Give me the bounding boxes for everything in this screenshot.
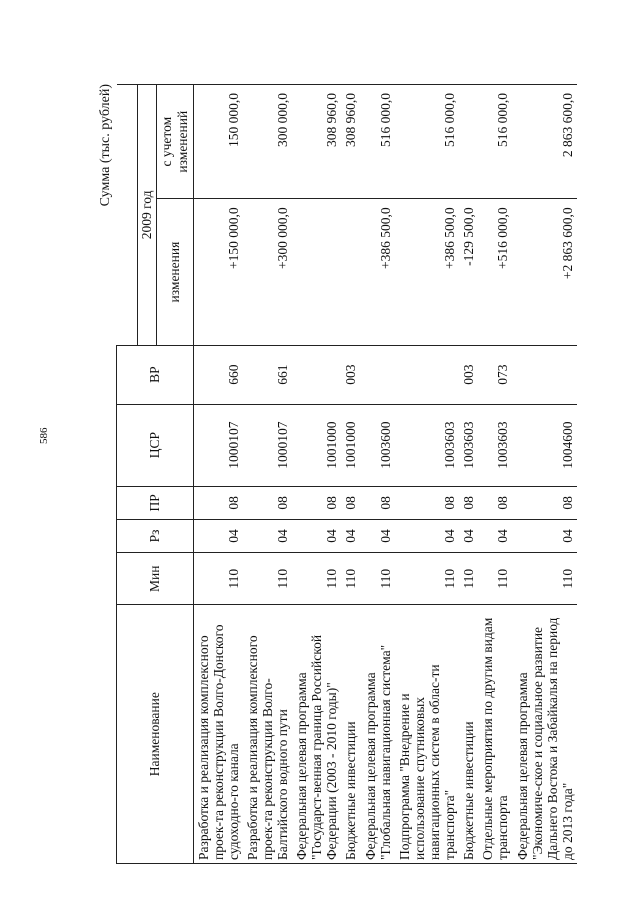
row-vr: 661 — [243, 345, 292, 404]
row-csr: 1001000 — [292, 404, 341, 486]
row-total: 308 960,0 — [341, 85, 360, 199]
header-csr: ЦСР — [117, 404, 194, 486]
row-csr: 1001000 — [341, 404, 360, 486]
row-vr: 003 — [341, 345, 360, 404]
row-csr: 1000107 — [243, 404, 292, 486]
row-total: 516 000,0 — [478, 85, 512, 199]
row-min: 110 — [193, 553, 243, 605]
row-vr: 003 — [459, 345, 478, 404]
row-min: 110 — [341, 553, 360, 605]
table-row — [341, 85, 360, 864]
row-change: -129 500,0 — [459, 199, 478, 345]
row-pr: 08 — [292, 486, 341, 519]
row-change: +386 500,0 — [395, 199, 459, 345]
budget-table — [116, 84, 577, 864]
row-csr: 1000107 — [193, 404, 243, 486]
row-change: +300 000,0 — [243, 199, 292, 345]
row-total: 308 960,0 — [292, 85, 341, 199]
header-name: Наименование — [117, 605, 194, 864]
table-row — [361, 85, 395, 864]
row-change — [292, 199, 341, 345]
row-vr — [361, 345, 395, 404]
row-pr: 08 — [513, 486, 577, 519]
row-name: Бюджетные инвестиции — [459, 605, 478, 864]
row-vr: 073 — [478, 345, 512, 404]
row-name: Отдельные мероприятия по другим видам транспорта — [478, 605, 512, 864]
row-vr — [395, 345, 459, 404]
row-change: +2 863 600,0 — [513, 199, 577, 345]
row-pr: 08 — [395, 486, 459, 519]
table-row — [478, 85, 512, 864]
row-csr: 1003603 — [459, 404, 478, 486]
row-csr: 1003600 — [361, 404, 395, 486]
table-row — [513, 85, 577, 864]
row-pr: 08 — [478, 486, 512, 519]
row-pr: 08 — [243, 486, 292, 519]
row-pr: 08 — [341, 486, 360, 519]
header-changes: изменения — [156, 199, 193, 345]
table-row — [292, 85, 341, 864]
row-rz: 04 — [243, 519, 292, 552]
row-min: 110 — [243, 553, 292, 605]
row-name: Бюджетные инвестиции — [341, 605, 360, 864]
row-vr — [292, 345, 341, 404]
row-vr: 660 — [193, 345, 243, 404]
row-min: 110 — [478, 553, 512, 605]
row-min: 110 — [459, 553, 478, 605]
table-row — [459, 85, 478, 864]
header-pr: ПР — [117, 486, 194, 519]
header-spacer — [117, 85, 138, 346]
row-name: Федеральная целевая программа "Глобальная навигационная система" — [361, 605, 395, 864]
row-total: 516 000,0 — [361, 85, 395, 199]
row-total: 516 000,0 — [395, 85, 459, 199]
row-total: 300 000,0 — [243, 85, 292, 199]
row-name: Федеральная целевая программа "Государст-венная граница Российской Федерации (2003 - 2010 годы)" — [292, 605, 341, 864]
table-row — [395, 85, 459, 864]
header-min: Мин — [117, 553, 194, 605]
row-rz: 04 — [361, 519, 395, 552]
header-rz: Рз — [117, 519, 194, 552]
row-pr: 08 — [459, 486, 478, 519]
row-rz: 04 — [459, 519, 478, 552]
rotated-page-content — [98, 84, 575, 864]
row-rz: 04 — [395, 519, 459, 552]
row-change: +386 500,0 — [361, 199, 395, 345]
row-csr: 1003603 — [395, 404, 459, 486]
row-change: +150 000,0 — [193, 199, 243, 345]
page-number: 586 — [38, 427, 50, 444]
row-csr: 1004600 — [513, 404, 577, 486]
row-name: Разработка и реализация комплексного проек-та реконструкции Волго-Балтийского водного пути — [243, 605, 292, 864]
row-pr: 08 — [193, 486, 243, 519]
header-vr: ВР — [117, 345, 194, 404]
row-rz: 04 — [341, 519, 360, 552]
row-min: 110 — [292, 553, 341, 605]
row-csr: 1003603 — [478, 404, 512, 486]
header-with-changes: с учетом изменений — [156, 85, 193, 199]
row-total — [459, 85, 478, 199]
row-vr — [513, 345, 577, 404]
row-rz: 04 — [513, 519, 577, 552]
row-pr: 08 — [361, 486, 395, 519]
row-total: 2 863 600,0 — [513, 85, 577, 199]
row-name: Подпрограмма "Внедрение и использование спутниковых навигационных систем в облас-ти транспорта" — [395, 605, 459, 864]
row-name: Разработка и реализация комплексного проек-та реконструкции Волго-Донского судоходно-го канала — [193, 605, 243, 864]
row-total: 150 000,0 — [193, 85, 243, 199]
row-change — [341, 199, 360, 345]
table-row — [243, 85, 292, 864]
row-min: 110 — [513, 553, 577, 605]
header-year: 2009 год — [137, 85, 156, 346]
row-min: 110 — [361, 553, 395, 605]
row-name: Федеральная целевая программа "Экономиче-ское и социальное развитие Дальнего Востока и Забайкалья на период до 2013 года" — [513, 605, 577, 864]
row-min: 110 — [395, 553, 459, 605]
row-rz: 04 — [193, 519, 243, 552]
row-rz: 04 — [478, 519, 512, 552]
unit-caption: Сумма (тыс. рублей) — [98, 84, 113, 207]
row-change: +516 000,0 — [478, 199, 512, 345]
table-row — [193, 85, 243, 864]
row-rz: 04 — [292, 519, 341, 552]
